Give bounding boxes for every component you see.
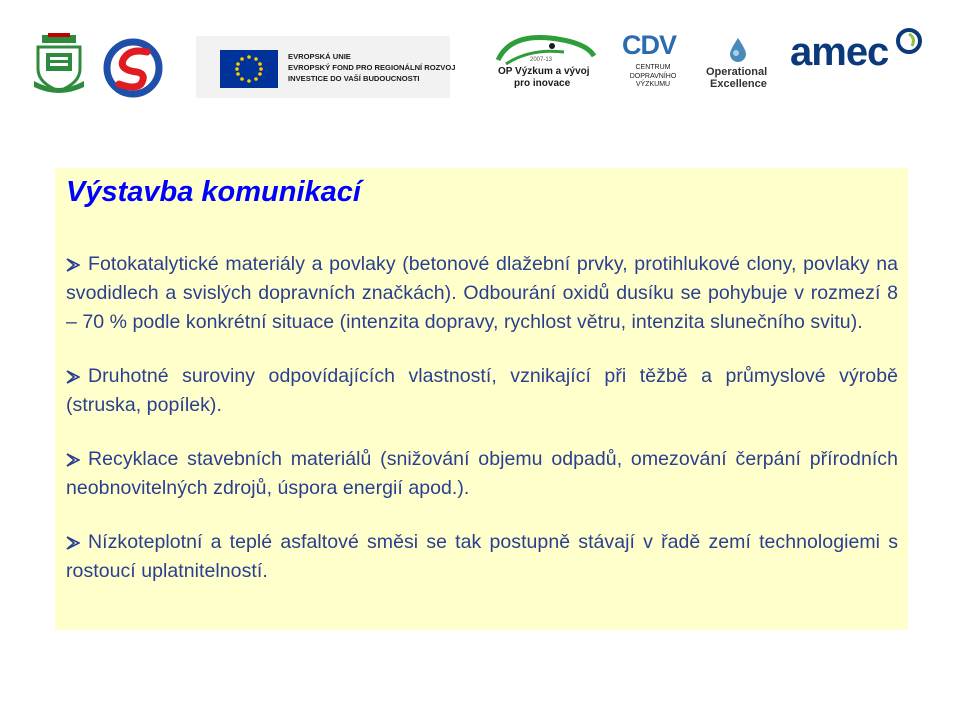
op-line-2: pro inovace xyxy=(514,78,571,89)
bullet-item xyxy=(66,362,898,420)
eu-logo-block xyxy=(196,36,456,98)
oe-line-1: Operational xyxy=(706,66,768,78)
bullet-text: Fotokatalytické materiály a povlaky (betonové dlažební prvky, protihlukové clony, povlaky na svodidlech a svislých dopravních značkách). Odbourání oxidů dusíku se pohybuje v rozmezí 8 – 70 % podle konkrétní situace (intenzita dopravy, rychlost větru, intenzita slunečního svitu). xyxy=(66,253,898,333)
amec-logo xyxy=(790,28,930,84)
op-vyzkum-logo xyxy=(490,30,600,96)
university-crest-icon xyxy=(28,33,90,95)
slide-title: Výstavba komunikací xyxy=(66,176,361,208)
eu-flag-icon xyxy=(220,50,278,88)
eu-line-2: EVROPSKÝ FOND PRO REGIONÁLNÍ ROZVOJ xyxy=(288,63,456,72)
arrowhead-bullet-icon xyxy=(66,528,88,557)
bullet-list xyxy=(66,250,898,611)
arrowhead-bullet-icon xyxy=(66,250,88,279)
red-blue-s-logo-icon xyxy=(103,38,163,98)
eu-line-1: EVROPSKÁ UNIE xyxy=(288,52,351,61)
cdv-logo-text: CDV xyxy=(622,30,677,60)
amec-logo-text: amec xyxy=(790,30,889,74)
eu-line-3: INVESTICE DO VAŠÍ BUDOUCNOSTI xyxy=(288,74,420,83)
cdv-logo xyxy=(620,30,686,96)
content-box xyxy=(55,168,908,630)
cdv-line-1: CENTRUM xyxy=(635,64,671,71)
bullet-item xyxy=(66,528,898,586)
arrowhead-bullet-icon xyxy=(66,445,88,474)
oe-line-2: Excellence xyxy=(710,78,767,90)
op-line-1: OP Výzkum a vývoj xyxy=(498,66,590,77)
logo-bar xyxy=(0,0,960,110)
op-year: 2007-13 xyxy=(530,57,553,63)
cdv-line-3: VÝZKUMU xyxy=(635,81,671,88)
arrowhead-bullet-icon xyxy=(66,362,88,391)
bullet-text: Nízkoteplotní a teplé asfaltové směsi se tak postupně stávají v řadě zemí technologiemi s rostoucí uplatnitelností. xyxy=(66,531,898,582)
bullet-text: Recyklace stavebních materiálů (snižování objemu odpadů, omezování čerpání přírodních neobnovitelných zdrojů, úspora energií apod.). xyxy=(66,448,898,499)
cdv-line-2: DOPRAVNÍHO xyxy=(629,72,677,80)
amec-swirl-icon xyxy=(896,28,922,54)
bullet-text: Druhotné suroviny odpovídajících vlastností, vznikající při těžbě a průmyslové výrobě (struska, popílek). xyxy=(66,365,898,416)
bullet-item xyxy=(66,445,898,503)
operational-excellence-drop-icon xyxy=(728,38,748,62)
op-vyzkum-logo-icon xyxy=(490,30,600,70)
operational-excellence-logo xyxy=(704,38,774,94)
bullet-item xyxy=(66,250,898,337)
